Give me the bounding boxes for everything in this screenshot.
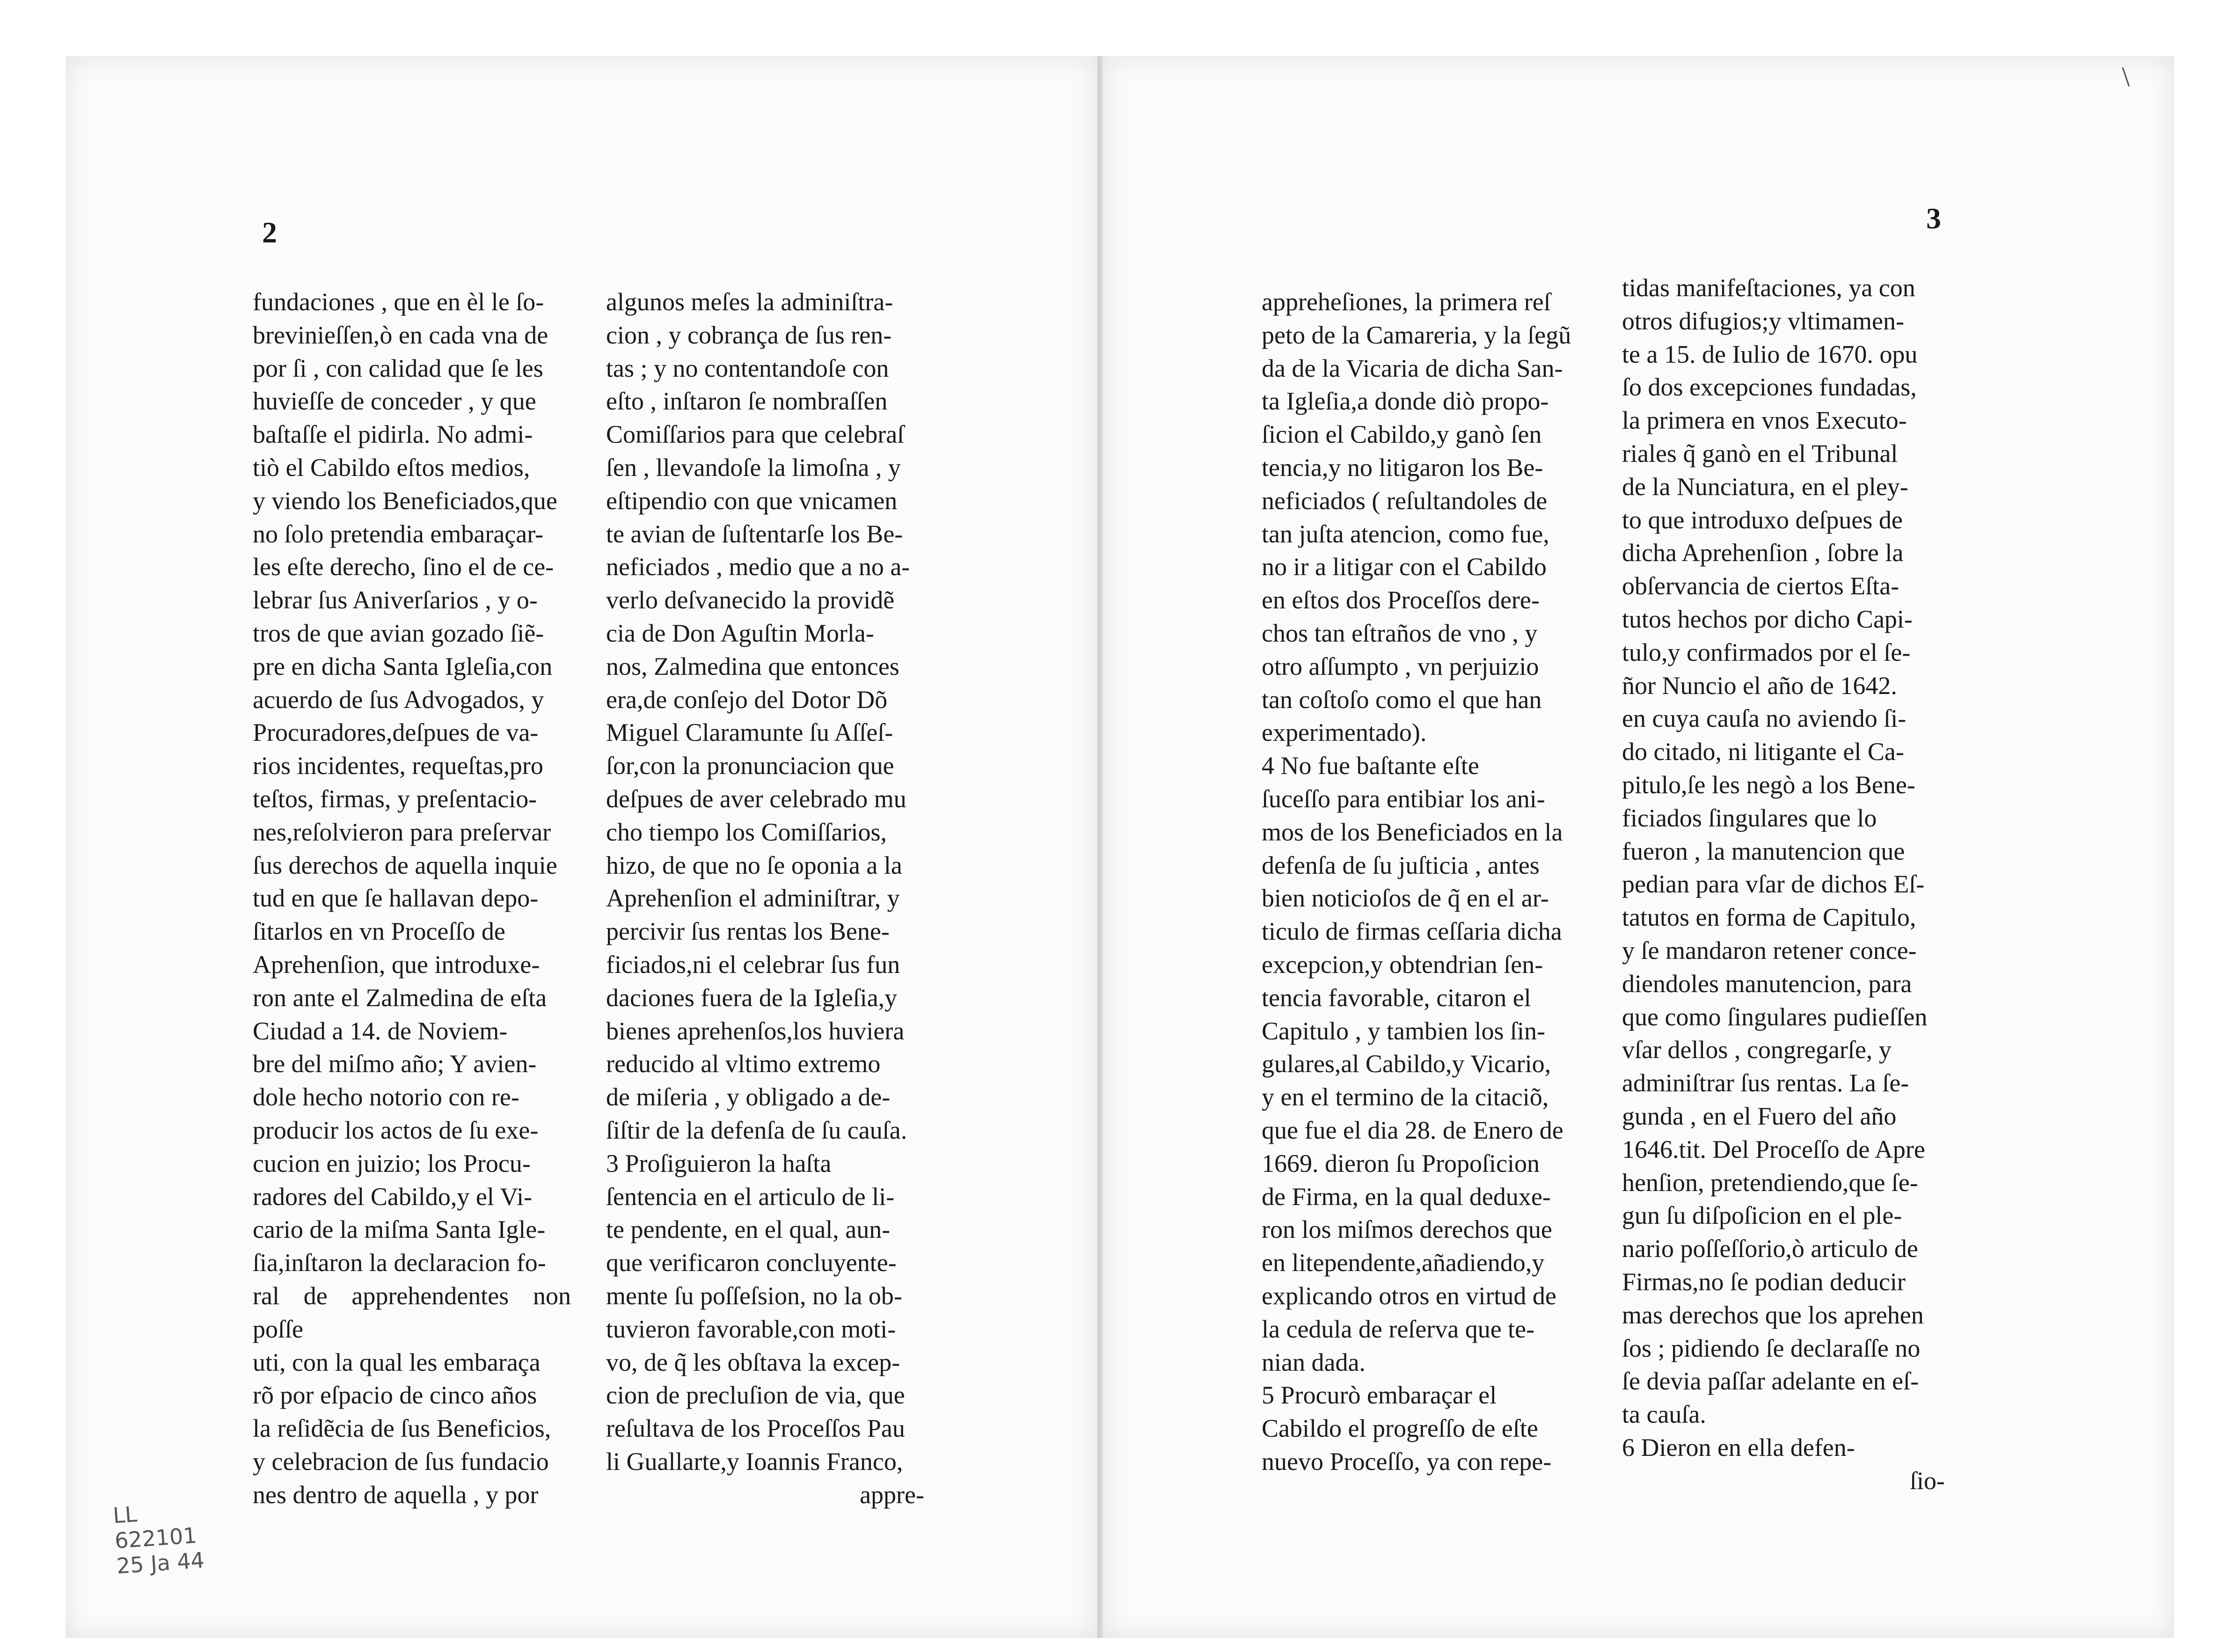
text-line: de Firma, en la qual deduxe- bbox=[1262, 1182, 1551, 1211]
page-number-right: 3 bbox=[1926, 202, 1941, 235]
text-line: henſion, pretendiendo,que ſe- bbox=[1622, 1168, 1918, 1197]
text-line: gulares,al Cabildo,y Vicario, bbox=[1262, 1050, 1551, 1078]
text-line: neficiados , medio que a no a- bbox=[606, 553, 910, 581]
left-page bbox=[66, 56, 1100, 1638]
text-line: Miguel Claramunte ſu Aſſeſ- bbox=[606, 718, 893, 747]
text-line: tencia,y no litigaron los Be- bbox=[1262, 453, 1543, 482]
text-line: mas derechos que los aprehen bbox=[1622, 1301, 1924, 1329]
text-line: appre- bbox=[860, 1480, 924, 1509]
text-column-4 bbox=[1622, 271, 1945, 1497]
text-line: bre del miſmo año; Y avien- bbox=[253, 1050, 537, 1078]
text-line: tencia favorable, citaron el bbox=[1262, 983, 1531, 1012]
text-line: ſio- bbox=[1910, 1466, 1945, 1495]
text-line: nuevo Proceſſo, ya con repe- bbox=[1262, 1447, 1552, 1476]
text-line: chos tan eſtraños de vno , y bbox=[1262, 619, 1538, 647]
text-line: explicando otros en virtud de bbox=[1262, 1281, 1556, 1310]
text-line: verlo deſvanecido la providẽ bbox=[606, 586, 895, 614]
text-line: vo, de q̃ les obſtava la excep- bbox=[606, 1348, 900, 1376]
text-line: y viendo los Beneficiados,que bbox=[253, 486, 557, 515]
text-line: ſicion el Cabildo,y ganò ſen bbox=[1262, 420, 1542, 449]
text-line: era,de conſejo del Dotor Dõ bbox=[606, 685, 888, 714]
text-line: tud en que ſe hallavan depo- bbox=[253, 884, 539, 913]
text-line: ſus derechos de aquella inquie bbox=[253, 851, 557, 879]
text-line: tatutos en forma de Capitulo, bbox=[1622, 903, 1916, 932]
text-line: baſtaſſe el pidirla. No admi- bbox=[253, 420, 533, 449]
text-line: cion de precluſion de via, que bbox=[606, 1381, 905, 1410]
text-line: y en el termino de la citaciõ, bbox=[1262, 1083, 1549, 1111]
text-line: hizo, de que no ſe oponia a la bbox=[606, 851, 902, 879]
text-line: que como ſingulares pudieſſen bbox=[1622, 1002, 1928, 1031]
text-line: ſiſtir de la defenſa de ſu cauſa. bbox=[606, 1116, 907, 1144]
text-line: ñor Nuncio el año de 1642. bbox=[1622, 671, 1897, 700]
text-line: tan coſtoſo como el que han bbox=[1262, 685, 1542, 714]
text-line: neficiados ( reſultandoles de bbox=[1262, 486, 1548, 515]
text-line: Comiſſarios para que celebraſ bbox=[606, 420, 905, 449]
text-line: ron ante el Zalmedina de eſta bbox=[253, 983, 547, 1012]
text-line: ſos ; pidiendo ſe declaraſſe no bbox=[1622, 1334, 1921, 1362]
corner-mark: \ bbox=[2122, 61, 2130, 92]
text-line: mente ſu poſſeſsion, no la ob- bbox=[606, 1281, 902, 1310]
text-line: experimentado). bbox=[1262, 718, 1427, 747]
text-line: tros de que avian gozado ſiẽ- bbox=[253, 619, 544, 647]
text-line: lebrar ſus Aniverſarios , y o- bbox=[253, 586, 538, 614]
text-line: fueron , la manutencion que bbox=[1622, 837, 1905, 865]
text-line: li Guallarte,y Ioannis Franco, bbox=[606, 1447, 903, 1476]
text-line: la reſidẽcia de ſus Beneficios, bbox=[253, 1414, 551, 1443]
text-line: gunda , en el Fuero del año bbox=[1622, 1102, 1897, 1130]
text-line: defenſa de ſu juſticia , antes bbox=[1262, 851, 1540, 879]
right-page bbox=[1100, 56, 2174, 1638]
handwritten-catalog-note: LL 622101 25 Ja 44 bbox=[112, 1501, 205, 1579]
text-line: cho tiempo los Comiſſarios, bbox=[606, 818, 887, 846]
text-line: Procuradores,deſpues de va- bbox=[253, 718, 539, 747]
text-line: radores del Cabildo,y el Vi- bbox=[253, 1182, 533, 1211]
page-number-left: 2 bbox=[262, 216, 277, 249]
text-line: ſor,con la pronunciacion que bbox=[606, 752, 894, 780]
text-line: reducido al vltimo extremo bbox=[606, 1050, 881, 1078]
text-line: ticulo de firmas ceſſaria dicha bbox=[1262, 917, 1562, 946]
text-line: cucion en juizio; los Procu- bbox=[253, 1149, 531, 1177]
text-line: to que introduxo deſpues de bbox=[1622, 505, 1903, 534]
text-line: de la Nunciatura, en el pley- bbox=[1622, 472, 1908, 501]
text-line: ſuceſſo para entibiar los ani- bbox=[1262, 784, 1545, 813]
text-column-1 bbox=[253, 285, 571, 1511]
text-line: pedian para vſar de dichos Eſ- bbox=[1622, 870, 1925, 899]
text-line: gun ſu diſpoſicion en el ple- bbox=[1622, 1201, 1902, 1230]
text-line: 1669. dieron ſu Propoſicion bbox=[1262, 1149, 1540, 1177]
text-line: Ciudad a 14. de Noviem- bbox=[253, 1016, 508, 1045]
text-line: teſtos, firmas, y preſentacio- bbox=[253, 784, 537, 813]
text-line: excepcion,y obtendrian ſen- bbox=[1262, 950, 1543, 979]
text-line: pitulo,ſe les negò a los Bene- bbox=[1622, 770, 1915, 799]
text-line: eſtipendio con que vnicamen bbox=[606, 486, 898, 515]
text-line: nes dentro de aquella , y por bbox=[253, 1480, 539, 1509]
text-line: huvieſſe de conceder , y que bbox=[253, 387, 536, 416]
text-line: nian dada. bbox=[1262, 1348, 1366, 1376]
text-line: Cabildo el progreſſo de eſte bbox=[1262, 1414, 1538, 1443]
text-line: da de la Vicaria de dicha San- bbox=[1262, 354, 1563, 382]
text-line: Firmas,no ſe podian deducir bbox=[1622, 1267, 1906, 1296]
text-line: 1646.tit. Del Proceſſo de Apre bbox=[1622, 1135, 1925, 1163]
text-line: dole hecho notorio con re- bbox=[253, 1083, 519, 1111]
text-line: no ir a litigar con el Cabildo bbox=[1262, 553, 1547, 581]
text-line: en eſtos dos Proceſſos dere- bbox=[1262, 586, 1540, 614]
text-line: deſpues de aver celebrado mu bbox=[606, 784, 906, 813]
text-line: ficiados ſingulares que lo bbox=[1622, 804, 1877, 832]
text-line: obſervancia de ciertos Eſta- bbox=[1622, 572, 1899, 600]
text-line: de miſeria , y obligado a de- bbox=[606, 1083, 891, 1111]
text-line: riales q̃ ganò en el Tribunal bbox=[1622, 439, 1898, 468]
text-line: eſto , inſtaron ſe nombraſſen bbox=[606, 387, 888, 416]
text-line: y ſe mandaron retener conce- bbox=[1622, 936, 1917, 965]
text-line: peto de la Camareria, y la ſegũ bbox=[1262, 321, 1571, 349]
text-line: en cuya cauſa no aviendo ſi- bbox=[1622, 704, 1907, 733]
text-line: brevinieſſen,ò en cada vna de bbox=[253, 321, 548, 349]
text-line: te a 15. de Iulio de 1670. opu bbox=[1622, 340, 1918, 368]
text-line: reſultava de los Proceſſos Pau bbox=[606, 1414, 905, 1443]
text-line: vſar dellos , congregarſe, y bbox=[1622, 1036, 1892, 1064]
text-line: pre en dicha Santa Igleſia,con bbox=[253, 652, 553, 680]
text-line: dicha Aprehenſion , ſobre la bbox=[1622, 539, 1904, 567]
text-line: 5 Procurò embaraçar el bbox=[1262, 1381, 1497, 1410]
text-line: ſentencia en el articulo de li- bbox=[606, 1182, 895, 1211]
text-line: cario de la miſma Santa Igle- bbox=[253, 1215, 546, 1244]
text-line: tuvieron favorable,con moti- bbox=[606, 1315, 896, 1343]
text-line: Aprehenſion el adminiſtrar, y bbox=[606, 884, 900, 913]
text-line: te pendente, en el qual, aun- bbox=[606, 1215, 891, 1244]
text-line: rõ por eſpacio de cinco años bbox=[253, 1381, 537, 1410]
text-line: cion , y cobrança de ſus ren- bbox=[606, 321, 892, 349]
text-line: ſo dos excepciones fundadas, bbox=[1622, 373, 1917, 402]
text-column-3 bbox=[1262, 285, 1589, 1478]
text-line: que verificaron concluyente- bbox=[606, 1249, 897, 1277]
text-line: ta cauſa. bbox=[1622, 1400, 1706, 1429]
text-line: tidas manifeſtaciones, ya con bbox=[1622, 274, 1915, 302]
text-line: tan juſta atencion, como fue, bbox=[1262, 519, 1549, 548]
text-line: en litependente,añadiendo,y bbox=[1262, 1249, 1545, 1277]
text-line: daciones fuera de la Igleſia,y bbox=[606, 983, 898, 1012]
text-column-2 bbox=[606, 285, 924, 1511]
text-line: producir los actos de ſu exe- bbox=[253, 1116, 539, 1144]
text-line: mos de los Beneficiados en la bbox=[1262, 818, 1563, 846]
text-line: ſen , llevandoſe la limoſna , y bbox=[606, 453, 901, 482]
text-line: nario poſſeſſorio,ò articulo de bbox=[1622, 1235, 1918, 1263]
text-line: acuerdo de ſus Advogados, y bbox=[253, 685, 544, 714]
text-line: tas ; y no contentandoſe con bbox=[606, 354, 889, 382]
text-line: tutos hechos por dicho Capi- bbox=[1622, 605, 1913, 633]
text-line: tulo,y confirmados por el ſe- bbox=[1622, 638, 1911, 666]
text-line: ſitarlos en vn Proceſſo de bbox=[253, 917, 505, 946]
text-line: cia de Don Aguſtin Morla- bbox=[606, 619, 874, 647]
text-line: fundaciones , que en èl le ſo- bbox=[253, 288, 544, 316]
text-line: la primera en vnos Executo- bbox=[1622, 406, 1907, 435]
text-line: 3 Proſiguieron la haſta bbox=[606, 1149, 832, 1177]
text-line: te avian de ſuſtentarſe los Be- bbox=[606, 519, 903, 548]
text-line: Aprehenſion, que introduxe- bbox=[253, 950, 540, 979]
text-line: otro aſſumpto , vn perjuizio bbox=[1262, 652, 1539, 680]
text-line: no ſolo pretendia embaraçar- bbox=[253, 519, 544, 548]
text-line: por ſi , con calidad que ſe les bbox=[253, 354, 543, 382]
text-line: algunos meſes la adminiſtra- bbox=[606, 288, 893, 316]
text-line: tiò el Cabildo eſtos medios, bbox=[253, 453, 530, 482]
text-line: 4 No fue baſtante eſte bbox=[1262, 752, 1479, 780]
text-line: rios incidentes, requeſtas,pro bbox=[253, 752, 543, 780]
text-line: bien noticioſos de q̃ en el ar- bbox=[1262, 884, 1549, 913]
text-line: que fue el dia 28. de Enero de bbox=[1262, 1116, 1563, 1144]
text-line: nes,reſolvieron para preſervar bbox=[253, 818, 551, 846]
text-line: uti, con la qual les embaraça bbox=[253, 1348, 541, 1376]
text-line: les eſte derecho, ſino el de ce- bbox=[253, 553, 554, 581]
text-line: Capitulo , y tambien los ſin- bbox=[1262, 1016, 1545, 1045]
text-line: la cedula de reſerva que te- bbox=[1262, 1315, 1535, 1343]
text-line: percivir ſus rentas los Bene- bbox=[606, 917, 890, 946]
text-line: y celebracion de ſus fundacio bbox=[253, 1447, 549, 1476]
text-line: otros difugios;y vltimamen- bbox=[1622, 307, 1904, 335]
text-line: ron los miſmos derechos que bbox=[1262, 1215, 1552, 1244]
text-line: diendoles manutencion, para bbox=[1622, 969, 1912, 998]
text-line: ſia,inſtaron la declaracion fo- bbox=[253, 1249, 546, 1277]
text-line: ſe devia paſſar adelante en eſ- bbox=[1622, 1367, 1919, 1396]
text-line: appreheſiones, la primera reſ bbox=[1262, 288, 1551, 316]
text-line: bienes aprehenſos,los huviera bbox=[606, 1016, 905, 1045]
text-line: 6 Dieron en ella defen- bbox=[1622, 1433, 1855, 1462]
text-line: ficiados,ni el celebrar ſus fun bbox=[606, 950, 900, 979]
text-line: ral de apprehendentes non poſſe bbox=[253, 1281, 571, 1343]
text-line: nos, Zalmedina que entonces bbox=[606, 652, 899, 680]
text-line: do citado, ni litigante el Ca- bbox=[1622, 738, 1904, 766]
text-line: ta Igleſia,a donde diò propo- bbox=[1262, 387, 1549, 416]
text-line: adminiſtrar ſus rentas. La ſe- bbox=[1622, 1069, 1909, 1097]
